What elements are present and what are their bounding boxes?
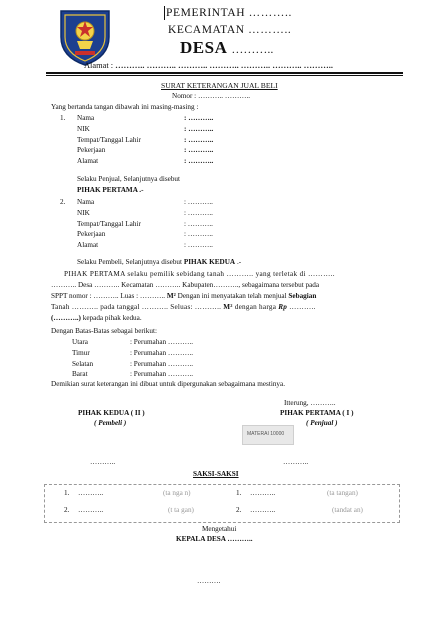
- body-line-4-rp: Rp: [278, 303, 288, 311]
- party1-value-address: : ………..: [184, 157, 214, 165]
- right-sign-role: ( Penjual ): [306, 419, 338, 427]
- body-line-3-a: SPPT nomor : ……….. Luas : ………..: [51, 292, 167, 300]
- party1-label-address: Alamat: [77, 157, 99, 165]
- party2-label-address: Alamat: [77, 241, 99, 249]
- witness-left-2-num: 2.: [64, 506, 70, 514]
- party2-value-name: : ………..: [184, 198, 213, 206]
- border-west-value: : Perumahan ………..: [130, 370, 194, 378]
- witness-left-1-sig: (ta nga n): [163, 489, 191, 497]
- closing-text: Demikian surat keterangan ini dibuat untuk dipergunakan sebagaimana mestinya.: [51, 380, 285, 388]
- right-sign-title: PIHAK PERTAMA ( I ): [280, 409, 354, 417]
- party2-value-nik: : ………..: [184, 209, 213, 217]
- body-line-5-a: (………..): [51, 314, 81, 322]
- witness-right-1-name: ………..: [250, 489, 276, 497]
- garuda-emblem-icon: [57, 7, 113, 67]
- stamp-text: MATERAI 10000: [247, 431, 285, 437]
- party2-label-nik: NIK: [77, 209, 90, 217]
- body-line-3-m2: M²: [166, 292, 176, 300]
- intro-text: Yang bertanda tangan dibawah ini masing-masing :: [51, 103, 199, 111]
- witness-left-1-name: ………..: [78, 489, 104, 497]
- place-date: Itterung, ………..: [284, 399, 336, 407]
- party2-value-birth: : ………..: [184, 220, 213, 228]
- body-line-4: [51, 303, 316, 311]
- address-dots: ……….. ……….. ……….. ……….. ……….. ……….. ………..: [115, 61, 333, 70]
- left-sign-title: PIHAK KEDUA ( II ): [78, 409, 145, 417]
- party2-label-birth: Tempat/Tanggal Lahir: [77, 220, 141, 228]
- left-sign-name: ………..: [90, 458, 116, 466]
- party1-label-job: Pekerjaan: [77, 146, 106, 154]
- witness-left-2-sig: (t ta gan): [168, 506, 194, 514]
- party1-value-job: : ………..: [184, 146, 214, 154]
- party2-label-name: Nama: [77, 198, 95, 206]
- body-line-4-a: Tanah ……….. pada tanggal ……….. Seluas: ………..: [51, 303, 224, 311]
- witness-left-1-num: 1.: [64, 489, 70, 497]
- document-number: Nomor : ……….. ………..: [172, 92, 251, 100]
- header-village-label: DESA: [180, 38, 228, 57]
- party1-label-nik: NIK: [77, 125, 90, 133]
- witness-left-2-name: ………..: [78, 506, 104, 514]
- header-government: PEMERINTAH ………..: [166, 7, 292, 19]
- border-east-label: Timur: [72, 349, 90, 357]
- party1-label-name: Nama: [77, 114, 95, 122]
- party2-role-prefix: Selaku Pembeli, Selanjutnya disebut: [77, 258, 184, 266]
- body-line-5-b: kepada pihak kedua.: [80, 314, 142, 322]
- right-sign-name: ………..: [283, 458, 309, 466]
- border-north-value: : Perumahan ………..: [130, 338, 194, 346]
- address-label: Alamat :: [84, 61, 114, 70]
- party1-number: 1.: [60, 114, 66, 122]
- border-south-label: Selatan: [72, 360, 94, 368]
- header-village: [180, 38, 273, 58]
- border-south-value: : Perumahan ………..: [130, 360, 194, 368]
- border-east-value: : Perumahan ………..: [130, 349, 194, 357]
- party1-role-name: PIHAK PERTAMA .-: [77, 186, 144, 194]
- party1-role-line: Selaku Penjual, Selanjutnya disebut: [77, 175, 181, 183]
- header-village-dots: ………..: [231, 42, 274, 56]
- party2-number: 2.: [60, 198, 66, 206]
- party2-role-suffix: .-: [235, 258, 242, 266]
- body-line-4-c: ………..: [287, 303, 316, 311]
- witnesses-title: SAKSI-SAKSI: [193, 470, 239, 478]
- border-north-label: Utara: [72, 338, 88, 346]
- border-west-label: Barat: [72, 370, 88, 378]
- party1-value-name: : ………..: [184, 114, 214, 122]
- body-line-4-m2: M²: [223, 303, 233, 311]
- witness-right-2-num: 2.: [236, 506, 242, 514]
- witness-right-1-sig: (ta tangan): [327, 489, 358, 497]
- header-address: [84, 61, 333, 70]
- header-cursor: [164, 6, 165, 20]
- witness-right-2-name: ………..: [250, 506, 276, 514]
- acknowledge-text: Mengetahui: [202, 525, 237, 533]
- body-line-4-b: dengan harga: [232, 303, 279, 311]
- party1-value-nik: : ………..: [184, 125, 214, 133]
- left-sign-role: ( Pembeli ): [94, 419, 127, 427]
- party1-label-birth: Tempat/Tanggal Lahir: [77, 136, 141, 144]
- witness-right-2-sig: (tandat an): [332, 506, 363, 514]
- document-title: SURAT KETERANGAN JUAL BELI: [161, 81, 278, 90]
- header-divider-thin: [46, 75, 403, 76]
- party2-role-line: [77, 258, 241, 266]
- party2-role-name: PIHAK KEDUA: [183, 258, 236, 266]
- body-line-3: [51, 292, 316, 300]
- header-district: KECAMATAN ………..: [168, 24, 292, 36]
- body-line-3-c: Sebagian: [288, 292, 317, 300]
- body-line-3-b: Dengan ini menyatakan telah menjual: [175, 292, 289, 300]
- party2-value-job: : ………..: [184, 230, 213, 238]
- header-divider: [46, 72, 403, 74]
- party2-value-address: : ………..: [184, 241, 213, 249]
- village-head-title: KEPALA DESA ………..: [176, 535, 253, 543]
- stamp-box: [242, 425, 294, 445]
- village-head-name: ……….: [197, 577, 221, 585]
- body-line-2: ……….. Desa ……….. Kecamatan ……….. Kabupaten……….., sebagaimana tersebut pada: [51, 281, 320, 289]
- body-line-1: PIHAK PERTAMA selaku pemilik sebidang tanah ……….. yang terletak di ………..: [64, 270, 335, 278]
- body-line-5: [51, 314, 142, 322]
- party2-label-job: Pekerjaan: [77, 230, 106, 238]
- borders-intro: Dengan Batas-Batas sebagai berikut:: [51, 327, 157, 335]
- witness-right-1-num: 1.: [236, 489, 242, 497]
- party1-value-birth: : ………..: [184, 136, 214, 144]
